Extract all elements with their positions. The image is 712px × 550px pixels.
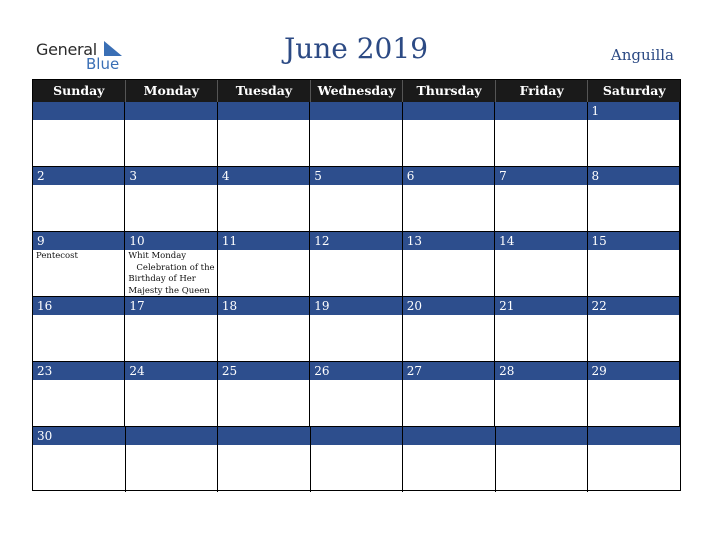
day-number: 3: [129, 169, 138, 183]
day-cell[interactable]: [218, 427, 311, 492]
day-number: 25: [221, 364, 238, 378]
day-number-band: [588, 427, 680, 445]
day-number-band: [33, 232, 124, 250]
day-cell[interactable]: [495, 362, 587, 427]
day-number-band: [311, 427, 403, 445]
day-number-band: [126, 427, 218, 445]
day-cell[interactable]: [403, 362, 495, 427]
day-cell[interactable]: [495, 297, 587, 362]
day-number-band: [218, 167, 309, 185]
day-number: 16: [37, 299, 53, 313]
day-number: 5: [314, 169, 322, 183]
day-cell[interactable]: [403, 427, 496, 492]
day-cell[interactable]: [126, 427, 219, 492]
day-number: 2: [37, 169, 45, 183]
day-cell[interactable]: [588, 232, 680, 297]
day-cell[interactable]: [33, 427, 126, 492]
day-cell[interactable]: [403, 232, 495, 297]
day-number-band: [310, 102, 401, 120]
week-row: [33, 297, 680, 362]
weekday-header: Monday: [126, 80, 219, 102]
week-row: [33, 427, 680, 492]
day-number-band: [403, 427, 495, 445]
day-cell[interactable]: [125, 362, 217, 427]
day-cell[interactable]: [588, 102, 680, 167]
day-number-band: [496, 427, 588, 445]
day-cell[interactable]: [218, 297, 310, 362]
holiday-name: Pentecost: [36, 251, 78, 261]
logo-word-general: General: [36, 40, 97, 59]
day-number: 18: [221, 299, 238, 313]
day-number-band: [588, 102, 679, 120]
day-cell[interactable]: [588, 167, 680, 232]
weekday-header: Friday: [496, 80, 589, 102]
day-cell[interactable]: [588, 362, 680, 427]
day-number: 8: [591, 169, 600, 183]
day-cell[interactable]: [588, 427, 680, 492]
holiday-event: [128, 251, 214, 297]
day-cell[interactable]: [125, 232, 217, 297]
day-cell[interactable]: [588, 297, 680, 362]
weekday-header: Wednesday: [311, 80, 404, 102]
day-cell[interactable]: [495, 102, 587, 167]
day-number: 10: [129, 234, 145, 248]
weekday-header: Saturday: [602, 83, 666, 98]
day-number: 9: [37, 234, 45, 248]
weekday-header-row: [33, 80, 680, 102]
day-number-band: [495, 167, 586, 185]
week-row: [33, 362, 680, 427]
day-number: 26: [314, 364, 330, 378]
day-cell[interactable]: [403, 102, 495, 167]
logo-word-blue: Blue: [86, 55, 120, 73]
day-cell[interactable]: [310, 167, 402, 232]
day-cell[interactable]: [310, 297, 402, 362]
day-number: 6: [406, 169, 415, 183]
day-cell[interactable]: [33, 297, 125, 362]
week-row: [33, 102, 680, 167]
day-number-band: [33, 167, 124, 185]
day-number: 27: [406, 364, 422, 378]
day-cell[interactable]: [125, 102, 217, 167]
day-number: 24: [129, 364, 145, 378]
weekday-header: Tuesday: [218, 80, 311, 102]
day-cell[interactable]: [403, 167, 495, 232]
day-number: 14: [499, 234, 515, 248]
week-row: [33, 167, 680, 232]
page-title: June 2019: [283, 32, 429, 65]
day-cell[interactable]: [33, 102, 125, 167]
day-number: 11: [221, 234, 238, 248]
day-number: 12: [314, 234, 330, 248]
day-cell[interactable]: [311, 427, 404, 492]
day-number-band: [33, 102, 124, 120]
weekday-header: Sunday: [33, 80, 126, 102]
day-cell[interactable]: [125, 297, 217, 362]
day-cell[interactable]: [218, 102, 310, 167]
holiday-name: Whit Monday: [128, 251, 187, 261]
day-number-band: [403, 102, 494, 120]
day-number: 15: [591, 234, 607, 248]
day-number: 1: [591, 104, 600, 118]
day-cell[interactable]: [403, 297, 495, 362]
week-row: [33, 232, 680, 297]
day-cell[interactable]: [33, 167, 125, 232]
day-cell[interactable]: [310, 102, 402, 167]
day-number: 30: [37, 429, 53, 443]
day-cell[interactable]: [218, 232, 310, 297]
holiday-event: [36, 251, 122, 263]
day-number-band: [495, 102, 586, 120]
day-number-band: [588, 167, 679, 185]
day-number: 23: [37, 364, 53, 378]
day-cell[interactable]: [495, 232, 587, 297]
day-cell[interactable]: [310, 232, 402, 297]
day-number: 29: [591, 364, 607, 378]
day-number-band: [125, 102, 216, 120]
day-number: 4: [221, 169, 230, 183]
calendar-grid: [32, 79, 681, 491]
holiday-name: Celebration of the Birthday of Her Majesty the Queen: [128, 262, 215, 296]
day-number: 22: [591, 299, 607, 313]
day-cell[interactable]: [310, 362, 402, 427]
region-label: Anguilla: [610, 46, 674, 64]
day-cell[interactable]: [33, 232, 125, 297]
day-number: 20: [406, 299, 422, 313]
day-number-band: [403, 167, 494, 185]
day-number: 21: [499, 299, 515, 313]
day-number-band: [218, 102, 309, 120]
day-number: 19: [314, 299, 330, 313]
day-cell[interactable]: [125, 167, 217, 232]
day-number: 13: [406, 234, 422, 248]
day-number: 28: [499, 364, 515, 378]
weekday-header: Thursday: [403, 80, 496, 102]
day-cell[interactable]: [33, 362, 125, 427]
day-number: 7: [499, 169, 507, 183]
day-number-band: [218, 427, 310, 445]
day-cell[interactable]: [218, 167, 310, 232]
day-cell[interactable]: [218, 362, 310, 427]
day-cell[interactable]: [496, 427, 589, 492]
day-number-band: [310, 167, 401, 185]
day-number-band: [125, 167, 216, 185]
day-number: 17: [129, 299, 145, 313]
day-cell[interactable]: [495, 167, 587, 232]
